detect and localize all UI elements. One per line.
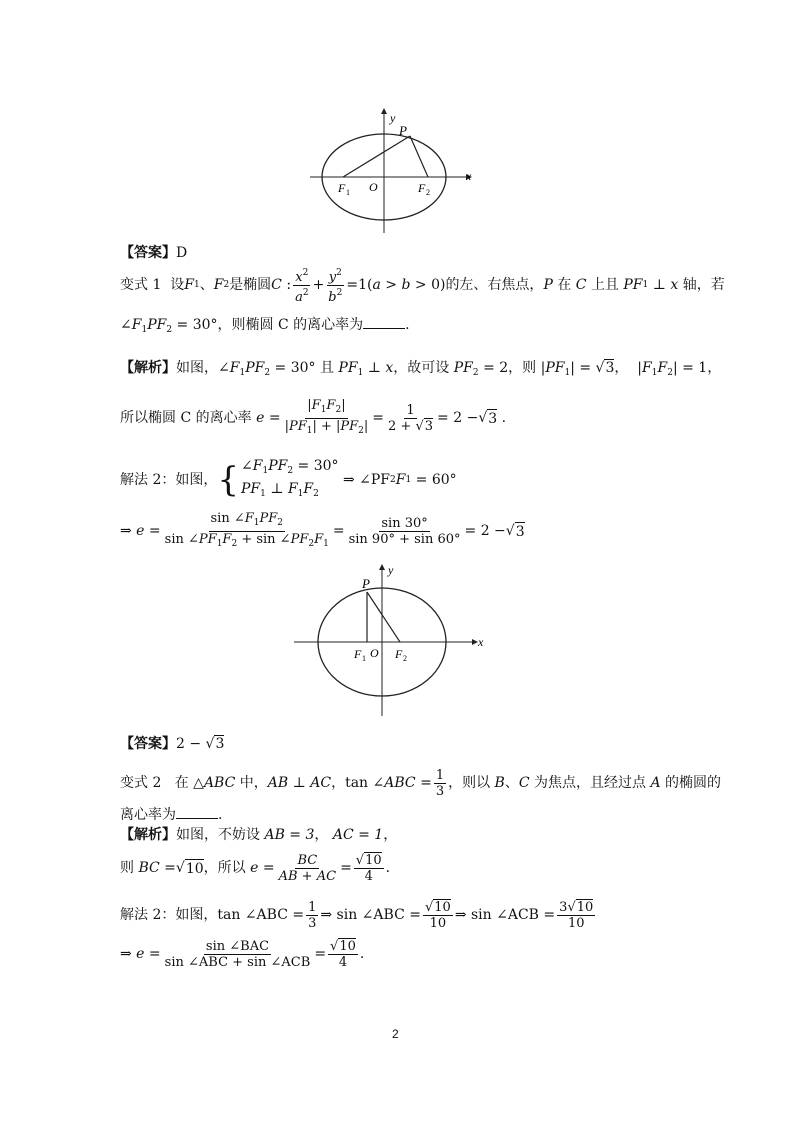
label-f1: F bbox=[338, 181, 346, 195]
svg-text:2: 2 bbox=[426, 188, 430, 197]
page-number: 2 bbox=[392, 1027, 399, 1041]
label-f1: F bbox=[354, 647, 362, 661]
label-o: O bbox=[369, 180, 378, 194]
svg-text:1: 1 bbox=[362, 654, 366, 663]
answer-blank-1 bbox=[363, 328, 405, 329]
analysis-1-line-1: 【解析】如图，$\angle F_1PF_2 = 30^\circ$ 且 $PF_1$ ⊥ x，故可设 $PF_2 = 2$，则 $|PF_1| = √3$， $|F_1F_2| = 1$， bbox=[120, 360, 722, 378]
method-2-system: 解法 2：如图， { $\angle F_1PF_2 = 30^\circ$ $PF_1$ ⊥ $F_1F_2$ ⇒ ∠PF 2 F 1 = 60° bbox=[120, 458, 457, 500]
label-x: x bbox=[466, 169, 472, 183]
label-f2: F bbox=[395, 647, 403, 661]
answer-2: 【答案】2 − √3 bbox=[120, 736, 225, 752]
method-2-formula: ⇒ e = $\frac{\sin \angle F_1PF_2}{\sin \angle PF_1F_2 + \sin \angle PF_2F_1}$ = $\frac{\sin 30^\circ}{\sin 90^\circ + \sin 60^\circ}$ = 2 − √ 3 bbox=[120, 510, 525, 549]
analysis-1-line-2: 所以椭圆 C 的离心率 e = $\frac{|F_1F_2|}{|PF_1| + |PF_2|}$ = $\frac{1}{2 + √3}$ = 2 − √ 3 . bbox=[120, 397, 507, 436]
analysis-2-line-2: 则 BC = √ 10 ，所以 e = $\frac{BC}{AB + AC}$ = $\frac{√10}{4}$ . bbox=[120, 852, 391, 884]
variant-2-line-2: 离心率为 . bbox=[120, 807, 223, 823]
label-p: P bbox=[362, 576, 370, 591]
y-axis-arrow bbox=[381, 108, 387, 114]
label-y: y bbox=[388, 563, 394, 577]
segment-pf1 bbox=[343, 136, 410, 177]
method-2b-line-2: ⇒ e = $\frac{\text{sin ∠BAC}}{\text{sin ∠ABC + sin ∠ACB}}$ = $\frac{√10}{4}$ . bbox=[120, 938, 365, 970]
variant-1-line-2: $\angle F_1PF_2 = 30^\circ$，则椭圆 C 的离心率为 . bbox=[120, 317, 410, 335]
variant-2-line-1: 变式 2 在 △ABC 中， AB ⊥ AC ， tan ∠ ABC = $\frac{1}{3}$ ，则以 B 、 C 为焦点，且经过点 A 的椭圆的 bbox=[120, 767, 722, 799]
y-axis-arrow bbox=[379, 564, 385, 570]
variant-1-line-1: 变式 1 设 F 1 、 F 2 是椭圆 C : $\frac{x^2}{a^2}$ + $\frac{y^2}{b^2}$ =1( a > b > 0) 的左、右焦点， P 在 C 上且 PF 1 ⊥ x 轴，若 bbox=[120, 267, 725, 305]
ellipse-figure-2 bbox=[292, 560, 492, 718]
answer-blank-2 bbox=[176, 818, 218, 819]
segment-pf2 bbox=[410, 136, 428, 177]
label-x: x bbox=[478, 635, 484, 649]
svg-text:2: 2 bbox=[403, 654, 407, 663]
label-o: O bbox=[370, 646, 379, 660]
method-2b-line-1: 解法 2：如图， tan ∠ABC = $\frac{1}{3}$ ⇒ sin ∠ABC = $\frac{√10}{10}$ ⇒ sin ∠ACB = $\frac{3√10}{10}$ bbox=[120, 899, 594, 931]
label-y: y bbox=[390, 111, 396, 125]
label-f2: F bbox=[418, 181, 426, 195]
label-p: P bbox=[399, 123, 407, 138]
analysis-2-line-1: 【解析】如图，不妨设 AB = 3， AC = 1， bbox=[120, 827, 398, 843]
ellipse-figure-1 bbox=[300, 108, 480, 236]
segment-pf2 bbox=[367, 592, 400, 642]
svg-text:1: 1 bbox=[346, 188, 350, 197]
answer-1: 【答案】D bbox=[120, 245, 188, 261]
